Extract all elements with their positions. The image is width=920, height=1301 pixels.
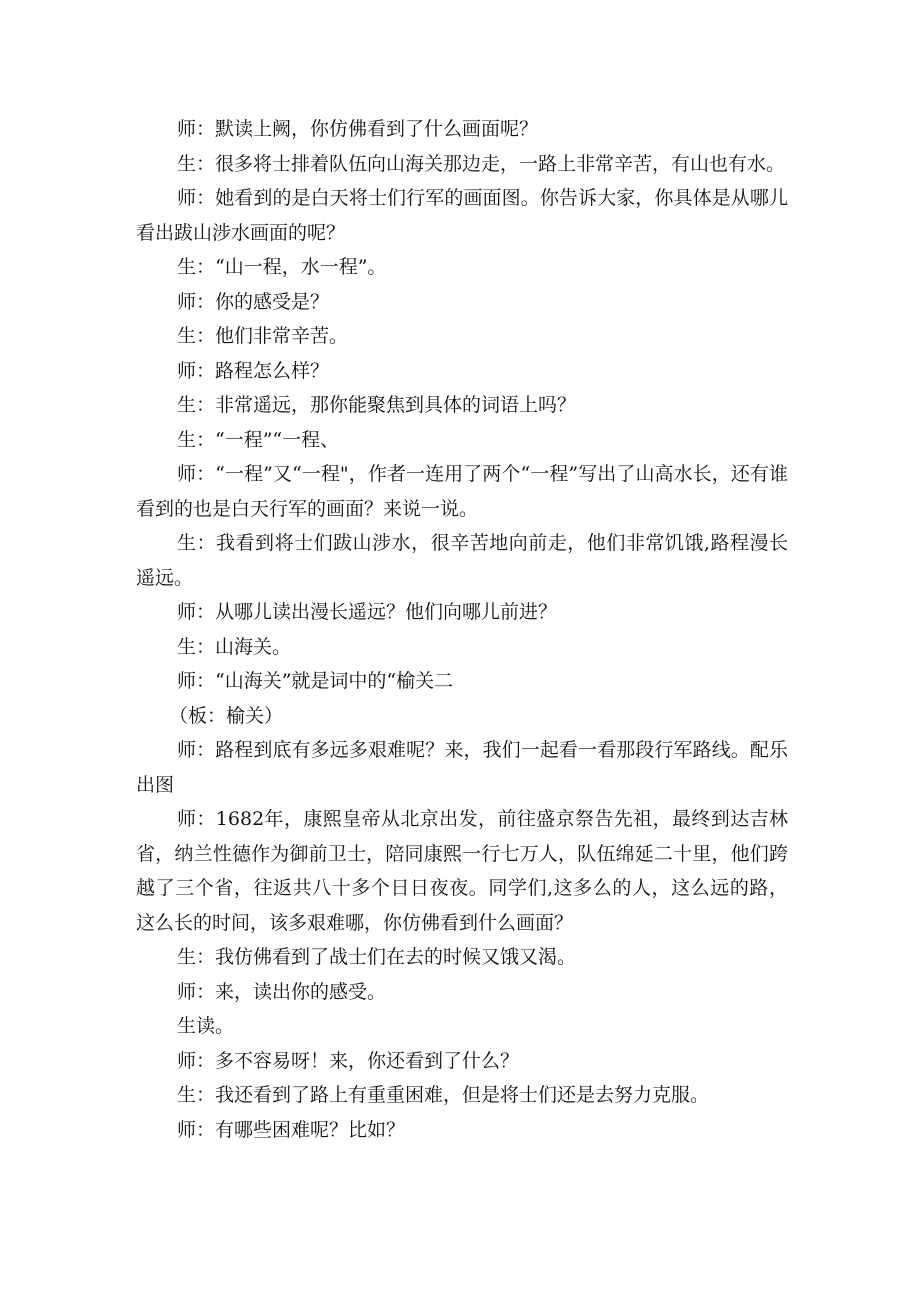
paragraph-17: 师：1682年，康熙皇帝从北京出发，前往盛京祭告先祖，最终到达吉林省，纳兰性德作为御前卫士，陪同康熙一行七万人，队伍绵延二十里，他们跨越了三个省，往返共八十多个日日夜夜。同学们,这多么的人，这么远的路，这么长的时间，该多艰难哪，你仿佛看到什么画面？	[136, 808, 788, 934]
paragraph-12: 师：从哪儿读出漫长遥远？他们向哪儿前进？	[177, 601, 558, 623]
paragraph-21: 师：多不容易呀！来，你还看到了什么？	[177, 1049, 520, 1072]
paragraph-22: 生：我还看到了路上有重重困难，但是将士们还是去努力克服。	[177, 1084, 710, 1106]
paragraph-7: 师：路程怎么样？	[177, 359, 330, 382]
paragraph-4: 生：“山一程，水一程”。	[177, 256, 387, 278]
paragraph-15: （板：榆关）	[169, 704, 284, 727]
paragraph-2: 生：很多将士排着队伍向山海关那边走，一路上非常辛苦，有山也有水。	[177, 152, 786, 175]
paragraph-9: 生：“一程”“一程、	[177, 428, 340, 451]
paragraph-19: 师：来，读出你的感受。	[177, 980, 387, 1003]
paragraph-13: 生：山海关。	[177, 635, 292, 658]
paragraph-20: 生读。	[177, 1015, 235, 1037]
paragraph-23: 师：有哪些困难呢？比如？	[177, 1118, 406, 1141]
document-body	[136, 112, 788, 1147]
paragraph-6: 生：他们非常辛苦。	[177, 325, 349, 347]
paragraph-11: 生：我看到将士们跋山涉水，很辛苦地向前走，他们非常饥饿,路程漫长遥远。	[136, 532, 788, 589]
paragraph-3: 师：她看到的是白天将士们行军的画面图。你告诉大家，你具体是从哪儿看出跋山涉水画面的呢？	[136, 187, 788, 244]
paragraph-16: 师：路程到底有多远多艰难呢？来，我们一起看一看那段行军路线。配乐出图	[136, 739, 788, 796]
paragraph-18: 生：我仿佛看到了战士们在去的时候又饿又渴。	[177, 946, 577, 968]
paragraph-5: 师：你的感受是？	[177, 290, 330, 313]
paragraph-14: 师：“山海关”就是词中的“榆关二	[177, 670, 454, 692]
paragraph-8: 生：非常遥远，那你能聚焦到具体的词语上吗？	[177, 394, 577, 416]
paragraph-10: 师：“一程”又“一程"，作者一连用了两个“一程”写出了山高水长，还有谁看到的也是白天行军的画面？来说一说。	[136, 463, 788, 520]
paragraph-1: 师：默读上阙，你仿佛看到了什么画面呢？	[177, 118, 539, 140]
